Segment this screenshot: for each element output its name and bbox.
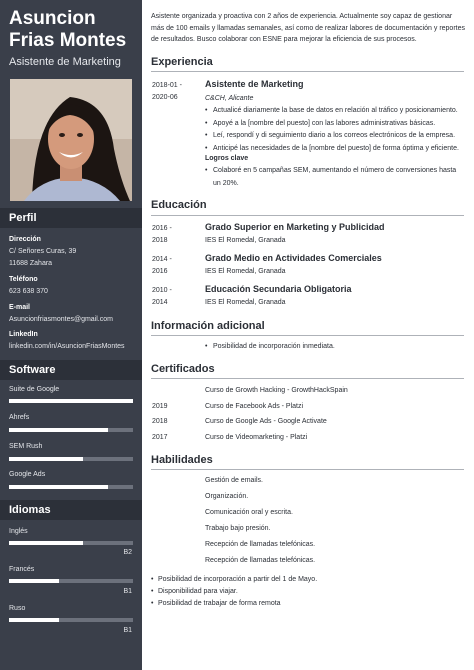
certificate-name: Curso de Growth Hacking - GrowthHackSpain [205, 387, 348, 394]
education-title: Grado Superior en Marketing y Publicidad [205, 222, 385, 232]
address-label: Dirección [9, 236, 41, 243]
skill-item: Comunicación oral y escrita. [205, 509, 293, 516]
skill-item: Organización. [205, 493, 249, 500]
software-item-label: Ahrefs [9, 414, 30, 421]
experience-heading: Experiencia [151, 56, 213, 68]
language-label: Inglés [9, 528, 28, 535]
language-level: B2 [123, 549, 132, 556]
linkedin-label: LinkedIn [9, 331, 38, 338]
language-level: B1 [123, 588, 132, 595]
education-date-end: 2016 [152, 268, 168, 275]
list-item: • Apoyé a la [nombre del puesto] con las labores administrativas básicas. [205, 118, 465, 131]
address-line-2: 11688 Zahara [9, 260, 53, 267]
education-school: IES El Romedal, Granada [205, 237, 286, 244]
section-divider [151, 215, 464, 216]
software-bar [9, 457, 133, 461]
list-item: • Posibilidad de incorporación a partir del 1 de Mayo. [151, 574, 451, 586]
software-item-label: SEM Rush [9, 443, 43, 450]
education-date-start: 2014 - [152, 256, 172, 263]
candidate-role: Asistente de Marketing [9, 56, 121, 68]
candidate-name [9, 8, 139, 52]
education-title: Educación Secundaria Obligatoria [205, 284, 352, 294]
language-bar [9, 579, 133, 583]
language-bar [9, 541, 133, 545]
profile-heading: Perfil [0, 208, 142, 228]
list-item: • Posibilidad de trabajar de forma remota [151, 598, 451, 610]
section-divider [151, 335, 464, 336]
phone-label: Teléfono [9, 276, 38, 283]
certificate-year: 2019 [152, 403, 168, 410]
linkedin-value[interactable]: linkedin.com/in/AsuncionFriasMontes [9, 343, 125, 350]
education-school: IES El Romedal, Granada [205, 268, 286, 275]
additional-bullets [205, 341, 465, 354]
software-bar [9, 485, 133, 489]
software-bar [9, 399, 133, 403]
certificates-heading: Certificados [151, 363, 215, 375]
education-title: Grado Medio en Actividades Comerciales [205, 253, 382, 263]
extra-bullets [151, 574, 451, 610]
name-line-1: Asuncion [9, 8, 96, 29]
portrait-image [10, 79, 132, 201]
skill-item: Recepción de llamadas telefónicas. [205, 557, 316, 564]
language-bar-fill [9, 579, 59, 583]
software-bar-fill [9, 428, 108, 432]
list-item: • Disponibilidad para viajar. [151, 586, 451, 598]
skill-item: Recepción de llamadas telefónicas. [205, 541, 316, 548]
language-bar [9, 618, 133, 622]
list-item: • Anticipé las necesidades de la [nombre del puesto] de forma óptima y eficiente. [205, 143, 465, 156]
certificate-name: Curso de Videomarketing - Platzi [205, 434, 308, 441]
education-heading: Educación [151, 199, 207, 211]
certificate-year: 2018 [152, 418, 168, 425]
experience-date-end: 2020-06 [152, 94, 178, 101]
education-school: IES El Romedal, Granada [205, 299, 286, 306]
list-item: • Colaboré en 5 campañas SEM, aumentando el número de conversiones hasta un 20%. [205, 165, 465, 190]
experience-company: C&CH, Alicante [205, 95, 254, 102]
achievement-bullets [205, 165, 465, 190]
section-divider [151, 378, 464, 379]
certificate-name: Curso de Google Ads - Google Activate [205, 418, 327, 425]
skill-item: Trabajo bajo presión. [205, 525, 271, 532]
skill-item: Gestión de emails. [205, 477, 263, 484]
experience-date-start: 2018-01 - [152, 82, 182, 89]
address-line-1: C/ Señores Curas, 39 [9, 248, 77, 255]
additional-heading: Información adicional [151, 320, 265, 332]
language-label: Francés [9, 566, 35, 573]
experience-bullets [205, 105, 465, 155]
email-value[interactable]: Asuncionfriasmontes@gmail.com [9, 316, 113, 323]
language-bar-fill [9, 618, 59, 622]
achievements-label: Logros clave [205, 155, 249, 162]
summary-text: Asistente organizada y proactiva con 2 años de experiencia. Actualmente soy capaz de gestionar más de 100 emails y llamadas semanales, así como de realizar labores de documentación y reportes de resultados. Busco colaborar con ESNE para mejorar la eficiencia de sus procesos. [151, 13, 465, 43]
software-bar-fill [9, 457, 83, 461]
education-date-end: 2014 [152, 299, 168, 306]
software-bar-fill [9, 485, 108, 489]
list-item: • Leí, respondí y di seguimiento diario a los correos electrónicos de la empresa. [205, 130, 465, 143]
phone-value: 623 638 370 [9, 288, 48, 295]
email-label: E-mail [9, 304, 31, 311]
name-line-2: Frias Montes [9, 30, 127, 51]
section-divider [151, 469, 464, 470]
list-item: • Actualicé diariamente la base de datos en relación al tráfico y posicionamiento. [205, 105, 465, 118]
software-item-label: Google Ads [9, 471, 46, 478]
skills-heading: Habilidades [151, 454, 213, 466]
education-date-start: 2010 - [152, 287, 172, 294]
software-heading: Software [0, 360, 142, 380]
languages-heading: Idiomas [0, 500, 142, 520]
language-bar-fill [9, 541, 83, 545]
certificate-year: 2017 [152, 434, 168, 441]
list-item: • Posibilidad de incorporación inmediata. [205, 341, 465, 354]
sidebar [0, 0, 142, 670]
education-date-start: 2016 - [152, 225, 172, 232]
experience-title: Asistente de Marketing [205, 79, 304, 89]
software-item-label: Suite de Google [9, 386, 60, 393]
language-level: B1 [123, 627, 132, 634]
language-label: Ruso [9, 605, 26, 612]
education-date-end: 2018 [152, 237, 168, 244]
software-bar-fill [9, 399, 133, 403]
software-bar [9, 428, 133, 432]
certificate-name: Curso de Facebook Ads - Platzi [205, 403, 304, 410]
section-divider [151, 71, 464, 72]
profile-photo [10, 79, 132, 201]
